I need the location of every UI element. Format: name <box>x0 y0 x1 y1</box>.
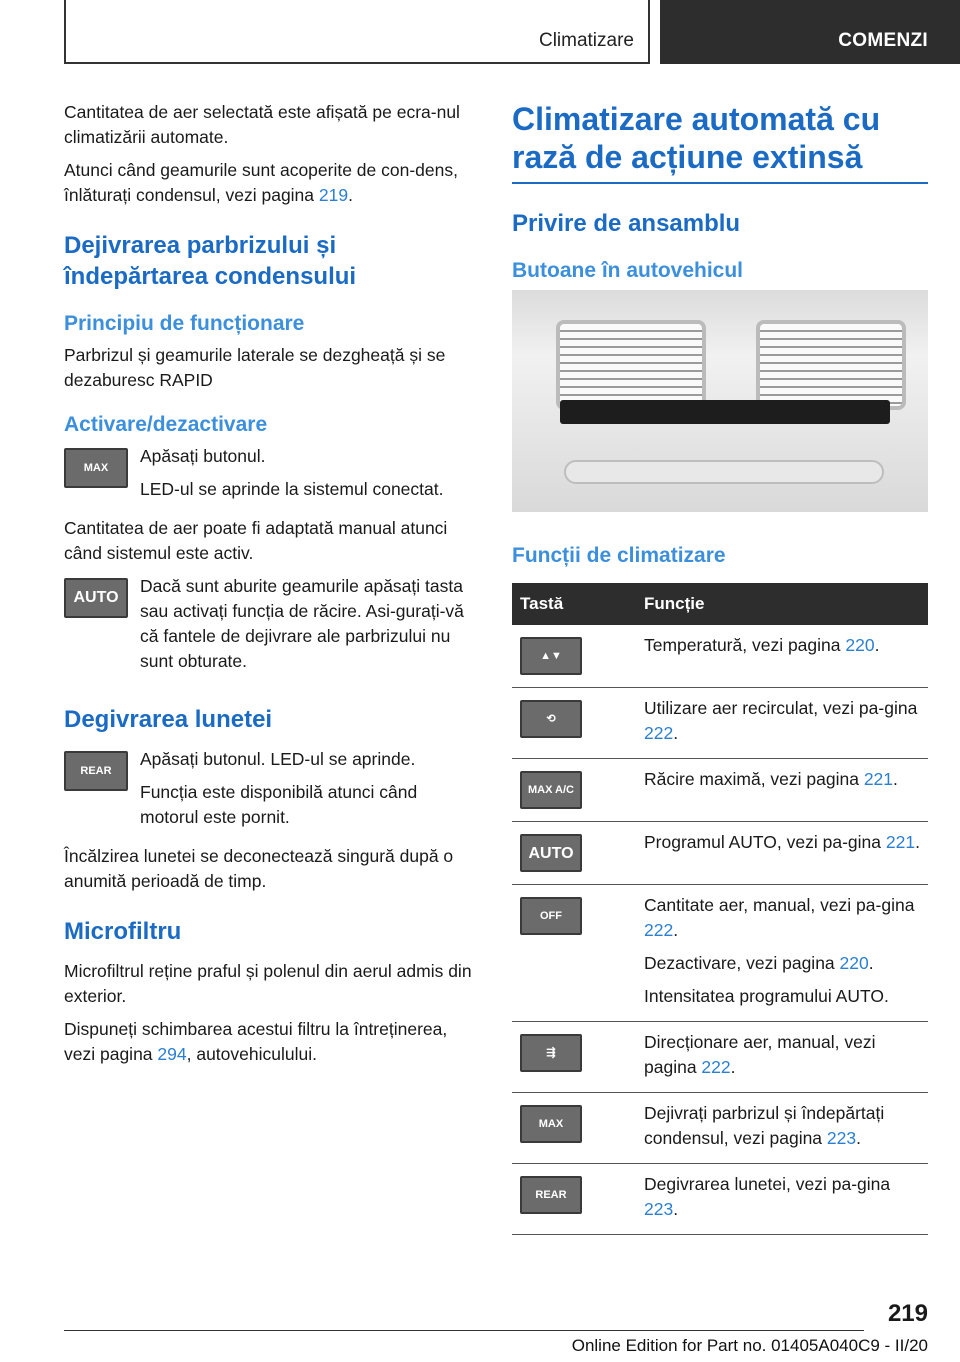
page-link[interactable]: 222 <box>644 723 674 743</box>
heading-defrost: Dejivrarea parbrizului și îndepărtarea condensului <box>64 232 357 290</box>
table-row <box>512 625 928 688</box>
heading-principle: Principiu de funcționare <box>64 312 305 335</box>
page-link[interactable]: 294 <box>157 1044 187 1064</box>
function-text: Dezactivare, vezi pagina 220. <box>644 953 874 973</box>
function-text: Dejivrați parbrizul și îndepărtați condensul, vezi pagina 223. <box>644 1103 885 1148</box>
right-vent <box>756 320 906 410</box>
function-text: Degivrarea lunetei, vezi pa-gina 223. <box>644 1174 891 1219</box>
heading-filter: Microfiltru <box>64 918 182 945</box>
table-row <box>512 759 928 822</box>
paragraph: Cantitatea de aer poate fi adaptată manual atunci când sistemul este activ. <box>64 518 448 563</box>
paragraph: Apăsați butonul. LED-ul se aprinde. <box>140 749 416 769</box>
paragraph: Dispuneți schimbarea acestui filtru la întreținerea, vezi pagina 294, autovehiculului. <box>64 1019 448 1064</box>
page-link[interactable]: 220 <box>845 635 875 655</box>
function-text: Intensitatea programului AUTO. <box>644 986 889 1006</box>
paragraph: Apăsați butonul. <box>140 446 266 466</box>
table-row <box>512 1022 928 1093</box>
auto-icon: AUTO <box>64 578 128 618</box>
page-link[interactable]: 220 <box>839 953 869 973</box>
footer-edition: Online Edition for Part no. 01405A040C9 - II/20 <box>571 1336 928 1355</box>
auto-icon: AUTO <box>520 834 582 872</box>
page-link[interactable]: 221 <box>863 769 894 789</box>
recirculation-icon: ⟲ <box>520 700 582 738</box>
max-defrost-icon: MAX <box>520 1105 582 1143</box>
heading-buttons: Butoane în autovehicul <box>512 259 744 282</box>
table-row <box>512 885 928 1022</box>
paragraph: Dacă sunt aburite geamurile apăsați tasta sau activați funcția de răcire. Asi-gurați-vă că fantele de dejivrare ale parbrizului nu sunt obturate. <box>140 576 464 671</box>
page-link[interactable]: 223 <box>826 1128 857 1148</box>
page-link[interactable]: 222 <box>644 920 674 940</box>
header-section: Climatizare <box>538 30 634 51</box>
max-defrost-icon: MAX <box>64 448 128 488</box>
right-column <box>512 100 928 1235</box>
heading-functions: Funcții de climatizare <box>512 544 726 567</box>
col-header-function: Funcție <box>636 583 928 625</box>
paragraph: Cantitatea de aer selectată este afișată pe ecra-nul climatizării automate. <box>64 102 460 147</box>
table-row <box>512 688 928 759</box>
left-vent <box>556 320 706 410</box>
paragraph: Parbrizul și geamurile laterale se dezgheață și se dezaburesc RAPID <box>64 345 446 390</box>
table-row <box>512 1164 928 1235</box>
air-distribution-icon: ⇶ <box>520 1034 582 1072</box>
page-number: 219 <box>887 1300 928 1327</box>
page-link[interactable]: 221 <box>885 832 916 852</box>
function-text: Programul AUTO, vezi pa-gina 221. <box>644 832 920 852</box>
climate-button-panel <box>560 400 890 424</box>
functions-table <box>512 583 928 1235</box>
page-title: Climatizare automată cu rază de acțiune extinsă <box>512 100 928 184</box>
fan-off-icon: OFF <box>520 897 582 935</box>
table-row <box>512 1093 928 1164</box>
dashboard-photo <box>512 290 928 512</box>
col-header-key: Tastă <box>512 583 636 625</box>
page-link[interactable]: 223 <box>644 1199 674 1219</box>
auto-row <box>64 574 478 682</box>
heading-toggle: Activare/dezactivare <box>64 413 268 436</box>
page-link[interactable]: 219 <box>318 185 349 205</box>
function-text: Direcționare aer, manual, vezi pagina 222. <box>644 1032 876 1077</box>
paragraph: Funcția este disponibilă atunci când motorul este pornit. <box>140 782 418 827</box>
function-text: Temperatură, vezi pagina 220. <box>644 635 880 655</box>
header-chapter: COMENZI <box>838 30 928 51</box>
paragraph: Încălzirea lunetei se deconectează singură după o anumită perioadă de timp. <box>64 846 454 891</box>
left-column <box>64 100 478 1075</box>
table-row <box>512 822 928 885</box>
header-section-box <box>64 0 650 64</box>
max-row <box>64 444 478 510</box>
temperature-icon: ▲▼ <box>520 637 582 675</box>
function-text: Răcire maximă, vezi pagina 221. <box>644 769 898 789</box>
header-chapter-box <box>660 0 960 64</box>
rear-defrost-icon: REAR <box>520 1176 582 1214</box>
paragraph: Atunci când geamurile sunt acoperite de con-dens, înlăturați condensul, vezi pagina 219. <box>64 160 458 205</box>
page-link[interactable]: 222 <box>701 1057 731 1077</box>
function-text: Utilizare aer recirculat, vezi pa-gina 222. <box>644 698 918 743</box>
paragraph: Microfiltrul reține praful și polenul din aerul admis din exterior. <box>64 961 472 1006</box>
storage-slot <box>564 460 884 484</box>
max-ac-icon: MAX A/C <box>520 771 582 809</box>
function-text: Cantitate aer, manual, vezi pa-gina 222. <box>644 895 915 940</box>
rear-defrost-icon: REAR <box>64 751 128 791</box>
footer-rule <box>64 1330 864 1331</box>
heading-rear: Degivrarea lunetei <box>64 706 273 733</box>
paragraph: LED-ul se aprinde la sistemul conectat. <box>140 479 444 499</box>
heading-overview: Privire de ansamblu <box>512 210 741 237</box>
rear-row <box>64 747 478 838</box>
